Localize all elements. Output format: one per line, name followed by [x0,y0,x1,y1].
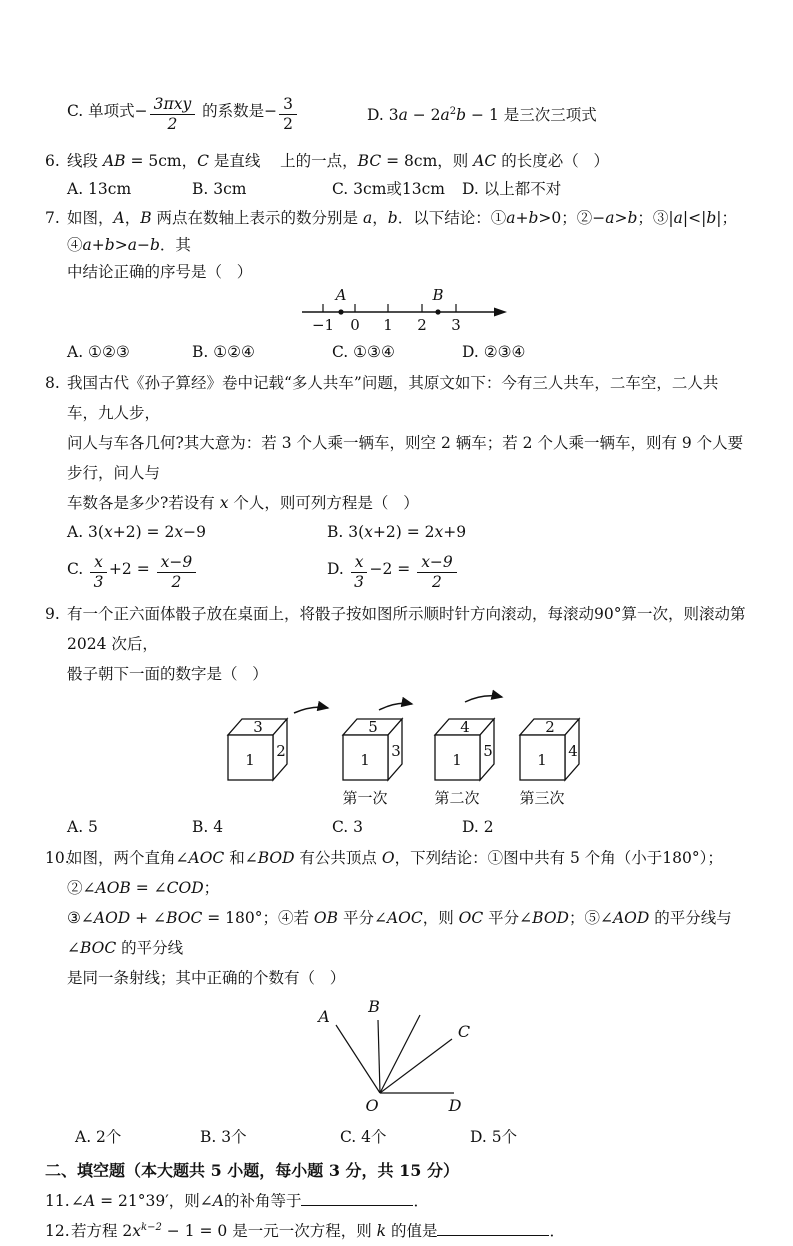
q9-stem-line-1 [45,599,749,659]
q7-option-b: B. ①②④ [192,343,255,361]
question-7 [45,205,749,365]
roll-label-2: 第二次 [434,789,480,807]
label-o: O [365,1096,379,1115]
roll-arrow-1 [294,707,328,713]
q7-text-1: 如图，A，B 两点在数轴上表示的数分别是 a，b．以下结论：①a+b>0；②−a>b；③|a|<|b|；④a+b>a−b．其 [67,209,738,254]
q11-number: 11. [45,1192,70,1210]
q8-option-b: B. 3(x+2) = 2x+9 [327,523,467,541]
q9-stem-line-2: 骰子朝下一面的数字是（ ） [67,665,268,683]
q8-options-ab [45,519,749,545]
die1-right-number: 3 [391,742,401,760]
question-12 [45,1216,749,1246]
q9-options [45,814,749,840]
q10-text-1: 如图，两个直角∠AOC 和∠BOD 有公共顶点 O，下列结论：①图中共有 5 个角（小于180°）；②∠AOB = ∠COD； [67,849,723,897]
q9-option-a: A. 5 [67,818,98,836]
question-10 [45,843,749,1150]
die3-top-number: 2 [545,718,555,736]
q10-stem-line-2: ③∠AOD + ∠BOC = 180°；④若 OB 平分∠AOC，则 OC 平分∠BOD；⑤∠AOD 的平分线与∠BOC 的平分线 [67,909,732,957]
q12-text: 若方程 $2x^{k-2} - 1 = 0$ 是一元一次方程，则 k 的值是 ． [71,1222,565,1240]
die-position-0 [228,718,287,780]
q9-text-1: 有一个正六面体骰子放在桌面上，将骰子按如图所示顺时针方向滚动，每滚动90°算一次，则滚动第 2024 次后， [67,605,746,653]
q6-option-d: D. 以上都不对 [462,180,562,198]
point-a-label: A [335,286,347,304]
q8-option-a: A. 3(x+2) = 2x−9 [67,523,206,541]
die-position-3 [519,718,579,807]
q7-number-line-figure [300,288,749,338]
q7-number: 7. [45,209,60,227]
ray-oc [380,1039,452,1093]
q5-option-d: D. $3a - 2a^2b - 1$ 是三次三项式 [367,105,597,124]
q6-text: 线段 AB = 5cm，C 是直线 上的一点，BC = 8cm，则 AC 的长度必（ ） [67,152,609,170]
q8-options-cd [45,548,749,596]
point-b-label: B [432,286,444,304]
q7-option-c: C. ①③④ [332,343,395,361]
q6-options [45,176,749,202]
q7-stem-line-1 [45,205,749,259]
q7-options [45,339,749,365]
point-b-dot [435,309,440,314]
die0-front-number: 1 [245,751,255,769]
tick-minus1: −1 [311,316,335,334]
ray-unlabeled [380,1015,420,1093]
q10-option-a: A. 2个 [75,1128,122,1146]
q8-number: 8. [45,374,60,392]
roll-arrow-2 [379,703,412,710]
q12-number: 12. [45,1222,70,1240]
die0-right-number: 2 [276,742,286,760]
q7-option-a: A. ①②③ [67,343,130,361]
number-line-svg [300,288,512,334]
q10-option-d: D. 5个 [470,1128,518,1146]
q6-option-b: B. 3cm [192,180,247,198]
q10-stem-line-1 [45,843,749,903]
q7-option-d: D. ②③④ [462,343,526,361]
q10-options [45,1124,749,1150]
q8-option-d: D. $\frac{x}{3}$ −2 = $\frac{x-9}{2}$ [327,553,749,591]
q9-dice-figure [203,691,749,813]
question-8 [45,368,749,596]
angle-svg [253,995,488,1119]
q6-stem [45,148,749,175]
die-position-2 [434,718,494,807]
ray-ob [378,1020,380,1093]
q9-number: 9. [45,605,60,623]
die1-front-number: 1 [360,751,370,769]
question-5-options-cd [45,86,749,142]
q10-option-b: B. 3个 [200,1128,247,1146]
die2-top-number: 4 [460,718,470,736]
die-position-1 [342,718,402,807]
die2-front-number: 1 [452,751,462,769]
label-d: D [448,1096,462,1115]
q5-option-c: C. 单项式− $\frac{\text{3πxy}}{2}$ 的系数是− $\frac{3}{2}$ [67,95,367,133]
roll-arrow-3 [465,696,502,702]
die2-right-number: 5 [483,742,493,760]
q8-text-1: 我国古代《孙子算经》卷中记载“多人共车”问题，其原文如下：今有三人共车，二车空，二人共车，九人步， [67,374,719,422]
question-9 [45,599,749,840]
die3-front-number: 1 [537,751,547,769]
ray-oa [336,1025,380,1093]
dice-svg [203,691,588,809]
tick-3: 3 [451,316,461,334]
roll-label-3: 第三次 [519,789,565,807]
die0-top-number: 3 [253,718,263,736]
q6-option-a: A. 13cm [67,180,132,198]
die3-right-number: 4 [568,742,578,760]
label-b: B [368,997,380,1016]
q7-stem-line-2: 中结论正确的序号是（ ） [67,263,253,281]
q8-stem-line-1 [45,368,749,428]
question-6 [45,148,749,202]
point-a-dot [338,309,343,314]
q10-option-c: C. 4个 [340,1128,387,1146]
tick-0: 0 [350,316,360,334]
q8-option-c: C. $\frac{x}{3}$ +2 = $\frac{x-9}{2}$ [67,553,327,591]
q10-number: 10. [45,849,70,867]
roll-label-1: 第一次 [342,789,388,807]
section-2-title: 二、填空题（本大题共 5 小题，每小题 3 分，共 15 分） [45,1161,459,1180]
q6-option-c: C. 3cm或13cm [332,180,446,198]
label-c: C [457,1022,471,1041]
q8-stem-line-3: 车数各是多少?若设有 x 个人，则可列方程是（ ） [67,494,419,512]
q9-option-d: D. 2 [462,818,494,836]
tick-1: 1 [383,316,393,334]
label-a: A [318,1007,330,1026]
q10-stem-line-3: 是同一条射线；其中正确的个数有（ ） [67,969,346,987]
q9-option-b: B. 4 [192,818,224,836]
tick-2: 2 [417,316,427,334]
q9-option-c: C. 3 [332,818,364,836]
die1-top-number: 5 [368,718,378,736]
q10-angle-figure [253,995,749,1123]
q11-text: ∠A = 21°39′，则∠A的补角等于 ． [71,1192,429,1210]
q8-stem-line-2: 问人与车各几何?其大意为：若 3 个人乘一辆车，则空 2 辆车；若 2 个人乘一辆车，则有 9 个人要步行，问人与 [67,434,744,482]
q6-number: 6. [45,152,60,170]
axis-arrowhead [494,308,507,317]
question-11 [45,1186,749,1216]
